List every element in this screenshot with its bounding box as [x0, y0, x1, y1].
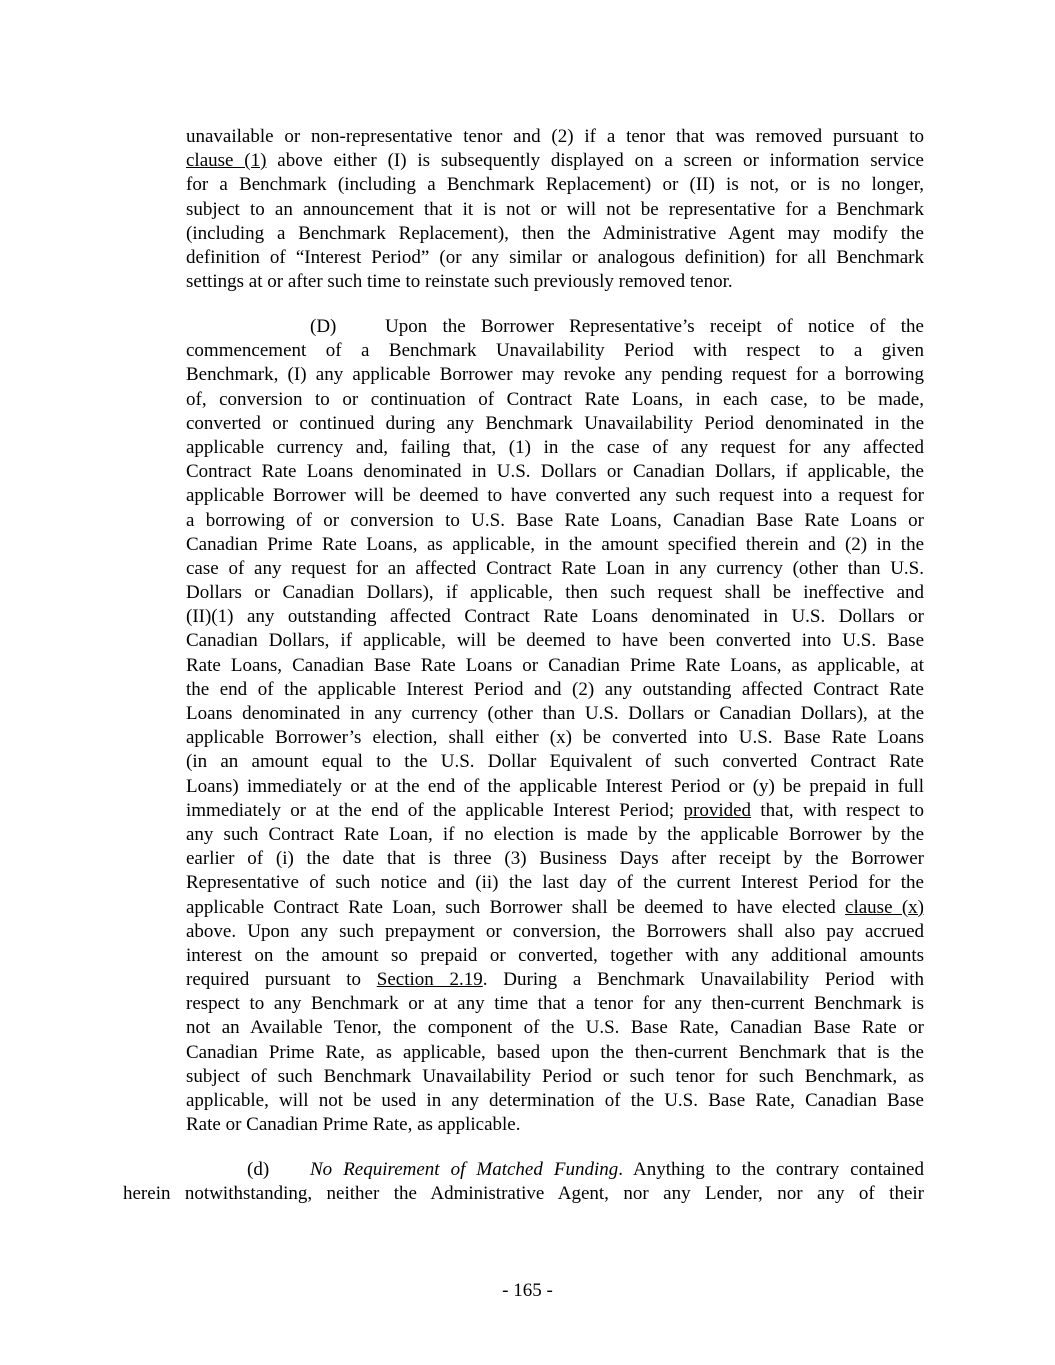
text-line: unavailable or non-representative tenor and (2) if a tenor that was removed pursuant to	[186, 126, 924, 147]
text-line: subject to an announcement that it is not or will not be representative for a Benchmark	[186, 198, 924, 220]
paragraph-first-line: No Requirement of Matched Funding. Anything to the contrary contained	[310, 1159, 924, 1180]
text-line: for a Benchmark (including a Benchmark Replacement) or (II) is not, or is no longer,	[186, 174, 924, 196]
text-line: Canadian Prime Rate, as applicable, based upon the then-current Benchmark that is the	[186, 1041, 924, 1063]
text-line: earlier of (i) the date that is three (3) Business Days after receipt by the Borrower	[186, 848, 924, 870]
text-line: above. Upon any such prepayment or conversion, the Borrowers shall also pay accrued	[186, 920, 924, 942]
text-line: applicable currency and, failing that, (1) in the case of any request for any affected	[186, 436, 924, 458]
text-line: Canadian Dollars, if applicable, will be deemed to have been converted into U.S. Base	[186, 630, 924, 652]
paragraph-marker: (d)	[247, 1159, 270, 1180]
text-line: a borrowing of or conversion to U.S. Base Rate Loans, Canadian Base Rate Loans or	[186, 509, 924, 531]
text-line: respect to any Benchmark or at any time that a tenor for any then-current Benchmark is	[186, 993, 924, 1015]
paragraph-marker: (D)	[310, 316, 337, 337]
text-line: of, conversion to or continuation of Contract Rate Loans, in each case, to be made,	[186, 388, 924, 410]
text-line: subject of such Benchmark Unavailability Period or such tenor for such Benchmark, as	[186, 1065, 924, 1087]
page-number: - 165 -	[502, 1280, 553, 1301]
section-heading: No Requirement of Matched Funding	[310, 1159, 619, 1180]
text-line: Representative of such notice and (ii) the last day of the current Interest Period for the	[186, 872, 924, 894]
text-line: Dollars or Canadian Dollars), if applicable, then such request shall be ineffective and	[186, 582, 924, 604]
text-line: (including a Benchmark Replacement), then the Administrative Agent may modify the	[186, 222, 924, 244]
text-line: (II)(1) any outstanding affected Contract Rate Loans denominated in U.S. Dollars or	[186, 606, 924, 628]
text-line: settings at or after such time to reinstate such previously removed tenor.	[186, 271, 733, 293]
provided-term: provided	[683, 799, 752, 821]
text-line: Contract Rate Loans denominated in U.S. Dollars or Canadian Dollars, if applicable, the	[186, 461, 924, 483]
paragraph-d	[123, 1158, 924, 1206]
text-line: applicable Borrower will be deemed to have converted any such request into a request for	[186, 485, 924, 507]
text-line: Rate Loans, Canadian Base Rate Loans or Canadian Prime Rate Loans, as applicable, at	[186, 654, 924, 676]
text-line: not an Available Tenor, the component of the U.S. Base Rate, Canadian Base Rate or	[186, 1017, 924, 1039]
text-line: converted or continued during any Benchmark Unavailability Period denominated in the	[186, 412, 924, 434]
text-line: applicable Borrower’s election, shall either (x) be converted into U.S. Base Rate Loans	[186, 727, 924, 749]
text-line: definition of “Interest Period” (or any similar or analogous definition) for all Benchmark	[186, 246, 924, 268]
text-line: immediately or at the end of the applicable Interest Period; provided that, with respect to	[186, 799, 924, 821]
paragraph-first-line: Upon the Borrower Representative’s receipt of notice of the	[385, 316, 924, 337]
text-line: Loans denominated in any currency (other than U.S. Dollars or Canadian Dollars), at the	[186, 703, 924, 724]
clause-reference: clause (x)	[845, 896, 924, 918]
text-line: case of any request for an affected Contract Rate Loan in any currency (other than U.S.	[186, 557, 924, 579]
text-line: interest on the amount so prepaid or converted, together with any additional amounts	[186, 944, 924, 966]
text-line: required pursuant to Section 2.19. During a Benchmark Unavailability Period with	[186, 969, 924, 991]
text-line: (in an amount equal to the U.S. Dollar Equivalent of such converted Contract Rate	[186, 751, 924, 773]
text-line: applicable Contract Rate Loan, such Borrower shall be deemed to have elected clause (x)	[186, 896, 924, 918]
clause-reference: clause (1)	[186, 150, 267, 172]
text-line: any such Contract Rate Loan, if no election is made by the applicable Borrower by the	[186, 823, 924, 845]
text-line: Rate or Canadian Prime Rate, as applicable.	[186, 1114, 521, 1136]
text-line: applicable, will not be used in any determination of the U.S. Base Rate, Canadian Base	[186, 1090, 924, 1111]
text-line: herein notwithstanding, neither the Administrative Agent, nor any Lender, nor any of their	[123, 1183, 924, 1205]
text-line: Canadian Prime Rate Loans, as applicable, in the amount specified therein and (2) in the	[186, 533, 924, 555]
text-line: clause (1) above either (I) is subsequently displayed on a screen or information service	[186, 150, 924, 172]
text-line: Benchmark, (I) any applicable Borrower may revoke any pending request for a borrowing	[186, 364, 924, 386]
text-line: Loans) immediately or at the end of the applicable Interest Period or (y) be prepaid in full	[186, 775, 924, 797]
text-line	[123, 1158, 924, 1182]
paragraph-c-continued	[186, 125, 924, 294]
text-line: the end of the applicable Interest Period and (2) any outstanding affected Contract Rate	[186, 678, 924, 700]
text-line	[186, 315, 924, 339]
text-line: commencement of a Benchmark Unavailability Period with respect to a given	[186, 340, 924, 362]
paragraph-D	[186, 315, 924, 1137]
section-reference: Section 2.19	[376, 969, 483, 991]
